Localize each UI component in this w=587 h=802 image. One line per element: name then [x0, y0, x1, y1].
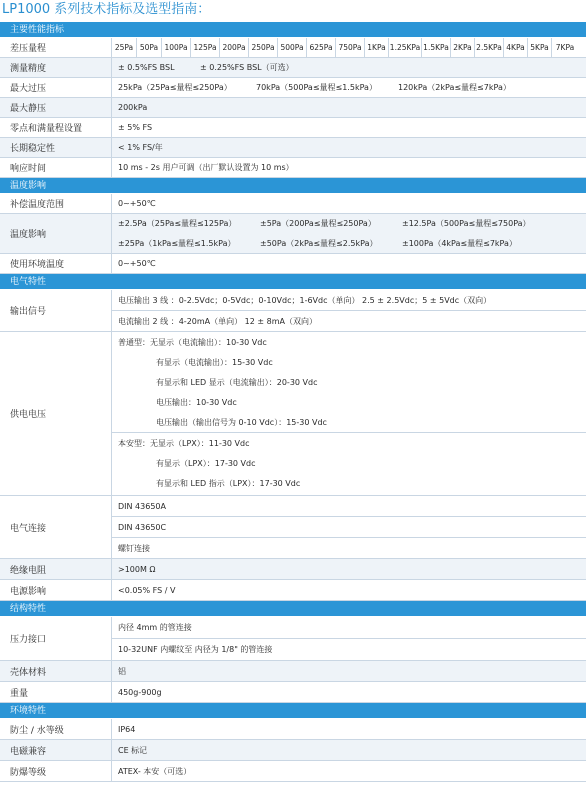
value-text: ATEX- 本安（可选）: [118, 766, 192, 776]
supply-line: 本安型：无显示（LPX）：11-30 Vdc: [118, 438, 250, 448]
row-weight: [0, 682, 586, 703]
value-text: 120kPa（2kPa≤量程≤7kPa）: [398, 83, 511, 92]
value-text: <0.05% FS / V: [118, 585, 176, 595]
value-text: DIN 43650C: [112, 517, 586, 538]
value-text: 450g-900g: [118, 687, 162, 697]
supply-line: 有显示（电流输出）：15-30 Vdc: [156, 357, 273, 367]
range-cell: 750Pa: [336, 38, 365, 57]
row-label: 输出信号: [0, 290, 112, 331]
supply-line: 有显示和 LED 指示（LPX）：17-30 Vdc: [156, 478, 301, 488]
range-cell: 125Pa: [191, 38, 220, 57]
value-text: ±100Pa（4kPa≤量程≤7kPa）: [402, 238, 517, 248]
row-temp-effect: [0, 214, 586, 254]
range-cell: 2.5KPa: [475, 38, 504, 57]
row-accuracy: [0, 58, 586, 78]
row-label: 响应时间: [0, 158, 112, 177]
range-cell: 1.25KPa: [389, 38, 422, 57]
supply-line: 电压输出：10-30 Vdc: [156, 397, 237, 407]
value-text: ±25Pa（1kPa≤量程≤1.5kPa）: [118, 238, 236, 248]
value-text: 0~+50℃: [118, 199, 156, 208]
row-zero-span: [0, 118, 586, 138]
row-response: [0, 158, 586, 178]
row-emc: [0, 740, 586, 761]
row-label: 防尘 / 水等级: [0, 719, 112, 739]
row-static: [0, 98, 586, 118]
row-label: 补偿温度范围: [0, 194, 112, 213]
range-list: [112, 38, 586, 57]
supply-line: 有显示和 LED 显示（电流输出）：20-30 Vdc: [156, 377, 318, 387]
range-cell: 2KPa: [451, 38, 475, 57]
value-text: >100M Ω: [118, 564, 156, 574]
supply-line: 有显示（LPX）：17-30 Vdc: [156, 458, 256, 468]
section-header-struct: 结构特性: [0, 601, 586, 617]
row-label: 压力接口: [0, 617, 112, 660]
value-text: ± 0.25%FS BSL（可选）: [200, 63, 294, 72]
value-text: 电流输出 2 线 ：4-20mA（单向） 12 ± 8mA（双向）: [118, 316, 318, 326]
row-connection: [0, 496, 586, 559]
value-text: IP64: [118, 724, 136, 734]
section-header-elec: 电气特性: [0, 274, 586, 290]
row-label: 长期稳定性: [0, 138, 112, 157]
row-label: 重量: [0, 682, 112, 702]
row-label: 差压量程: [0, 38, 112, 57]
section-header-temp: 温度影响: [0, 178, 586, 194]
value-text: 10-32UNF 内螺纹至 内径为 1/8" 的管连接: [118, 645, 273, 654]
value-text: 内径 4mm 的管连接: [112, 617, 586, 639]
row-pressure-port: [0, 617, 586, 661]
range-cell: 50Pa: [137, 38, 162, 57]
row-label: 零点和满量程设置: [0, 118, 112, 137]
row-label: 绝缘电阻: [0, 559, 112, 579]
row-label: 电源影响: [0, 580, 112, 600]
row-diff-range: [0, 38, 586, 58]
range-cell: 250Pa: [249, 38, 278, 57]
value-text: ± 5% FS: [118, 123, 153, 132]
value-text: ±12.5Pa（500Pa≤量程≤750Pa）: [402, 219, 531, 229]
value-text: CE 标记: [118, 745, 148, 755]
value-text: 10 ms - 2s 用户可调（出厂默认设置为 10 ms）: [118, 163, 294, 172]
row-stability: [0, 138, 586, 158]
page-title: LP1000 系列技术指标及选型指南：: [2, 2, 211, 17]
row-label: 壳体材料: [0, 661, 112, 681]
supply-line: 普通型：无显示（电流输出）：10-30 Vdc: [118, 337, 267, 347]
value-text: 电压输出 3 线 ：0-2.5Vdc；0-5Vdc；0-10Vdc；1-6Vdc（单向） 2.5 ± 2.5Vdc；5 ± 5Vdc（双向）: [112, 290, 586, 311]
value-text: 70kPa（500Pa≤量程≤1.5kPa）: [256, 83, 377, 92]
value-text: ±2.5Pa（25Pa≤量程≤125Pa）: [118, 219, 237, 229]
row-insulation: [0, 559, 586, 580]
row-label: 使用环境温度: [0, 254, 112, 273]
row-label: 供电电压: [0, 332, 112, 495]
value-text: 铝: [118, 666, 126, 676]
range-cell: 25Pa: [112, 38, 137, 57]
row-output: [0, 290, 586, 332]
value-text: < 1% FS/年: [118, 143, 163, 152]
row-supply: [0, 332, 586, 496]
row-explosion: [0, 761, 586, 782]
value-text: 螺钉连接: [118, 543, 150, 553]
section-header-main: 主要性能指标: [0, 22, 586, 38]
row-label: 电气连接: [0, 496, 112, 558]
value-text: 0~+50℃: [118, 259, 156, 268]
row-env-temp: [0, 254, 586, 274]
row-label: 最大静压: [0, 98, 112, 117]
row-label: 防爆等级: [0, 761, 112, 781]
value-text: ±50Pa（2kPa≤量程≤2.5kPa）: [260, 238, 378, 248]
row-ip: [0, 719, 586, 740]
section-header-env: 环境特性: [0, 703, 586, 719]
row-label: 测量精度: [0, 58, 112, 77]
row-housing: [0, 661, 586, 682]
range-cell: 625Pa: [307, 38, 336, 57]
range-cell: 7KPa: [555, 43, 575, 52]
range-cell: 1.5KPa: [422, 38, 451, 57]
value-text: ± 0.5%FS BSL: [118, 63, 175, 72]
supply-line: 电压输出（输出信号为 0-10 Vdc）：15-30 Vdc: [112, 412, 586, 433]
row-label: 温度影响: [0, 214, 112, 253]
range-cell: 4KPa: [504, 38, 528, 57]
range-cell: 5KPa: [528, 38, 552, 57]
range-cell: 200Pa: [220, 38, 249, 57]
range-cell: 500Pa: [278, 38, 307, 57]
spec-table: [0, 22, 586, 782]
value-text: DIN 43650A: [112, 496, 586, 517]
value-text: ±5Pa（200Pa≤量程≤250Pa）: [260, 219, 376, 229]
range-cell: 1KPa: [365, 38, 389, 57]
value-text: 25kPa（25Pa≤量程≤250Pa）: [118, 83, 232, 92]
row-label: 最大过压: [0, 78, 112, 97]
range-cell: 100Pa: [162, 38, 191, 57]
row-overpressure: [0, 78, 586, 98]
row-power-effect: [0, 580, 586, 601]
value-text: 200kPa: [118, 103, 148, 112]
row-label: 电磁兼容: [0, 740, 112, 760]
row-comp-temp: [0, 194, 586, 214]
